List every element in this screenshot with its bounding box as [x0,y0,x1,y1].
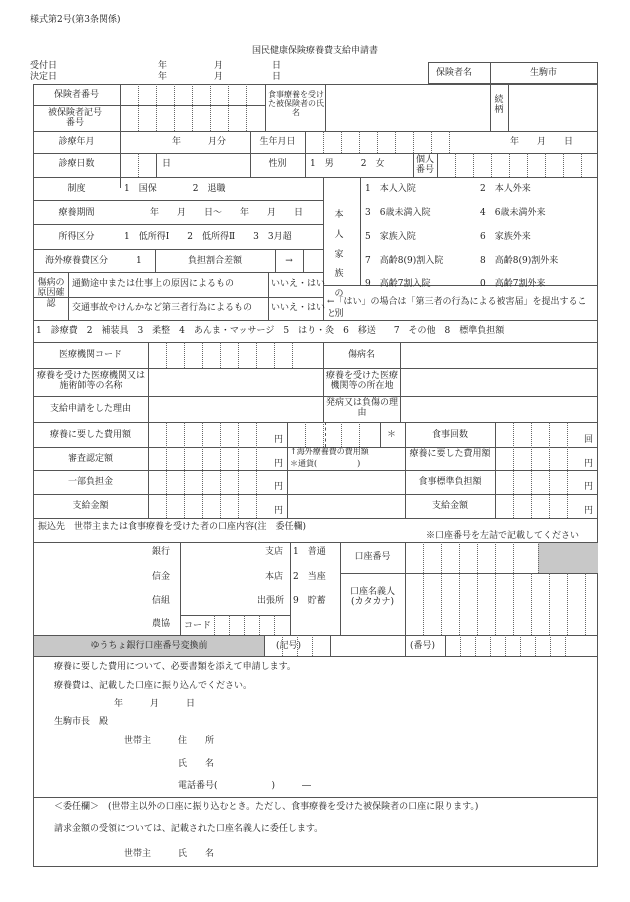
delegation-name-field[interactable] [230,843,590,861]
insurer-name[interactable]: 生駒市 [530,68,558,78]
birth-ymd[interactable]: 年 月 日 [510,137,574,147]
address-label: 住 所 [178,736,215,746]
insured-no-label: 被保険者記号番号 [47,108,102,129]
cause-label: 傷病の原因確認 [37,278,65,309]
relation-label: 続柄 [494,95,504,116]
yen-meal-std: 円 [584,482,594,492]
account-type[interactable]: 9 貯蓄 [293,596,326,606]
address-field[interactable] [230,730,590,748]
account-type[interactable]: 1 普通 [293,547,326,557]
disease-label: 傷病名 [347,350,375,360]
kubun-label: 本人家族の別 [334,210,350,319]
yucho-symbol-label: (記号) [276,641,302,651]
account-no-label: 口座番号 [354,552,391,562]
overseas-label: 海外療養費区分 [44,256,108,266]
declaration-date[interactable]: 年 月 日 [114,699,196,709]
patient-name-label: 食事療養を受けた被保険者の氏名 [268,90,324,118]
payment-label: 支給金額 [72,501,109,511]
institution-code-label: 医療機関コード [58,350,122,360]
branch-type[interactable]: 支店 [265,547,284,557]
income-options[interactable]: 1 低所得Ⅰ 2 低所得Ⅱ 3 3月超 [124,232,292,242]
branch-type[interactable]: 出張所 [257,596,285,606]
kubun-item[interactable]: 7 高齢8(9)割入院 [365,256,444,266]
yes-no-work[interactable]: いいえ・はい [271,279,326,289]
kubun-item[interactable]: 8 高齢8(9)割外来 [480,256,559,266]
arrow-label: → [285,256,293,266]
income-label: 所得区分 [58,232,95,242]
institution-name-label: 療養を受けた医療機関又は施術師等の名称 [36,371,145,392]
account-holder-label: 口座名義人(カタカナ) [349,587,395,608]
day-unit: 日 [162,159,172,169]
cost-label: 療養に要した費用額 [49,430,131,440]
phone-label[interactable]: 電話番号( ) ― [178,781,312,791]
star-mark: ＊ [387,430,397,440]
overseas-note: ↑海外療養費の費用額 [290,447,369,456]
bank-type[interactable]: 農協 [152,619,171,629]
form-number: 様式第2号(第3条関係) [30,15,121,25]
name-field[interactable] [230,753,590,771]
cause-work: 通勤途中または仕事上の原因によるもの [72,279,235,289]
insurance-no-label: 保険者番号 [53,90,99,100]
head-label: 世帯主 [124,736,152,746]
yen-cost: 円 [274,435,284,445]
cause-third-party: 交通事故やけんかなど第三者行為によるもの [72,303,253,313]
gender-options[interactable]: 1 男 2 女 [310,159,385,169]
month-label: 月 [214,72,224,82]
personal-no-label: 個人番号 [415,155,434,176]
yucho-number-label: (番号) [410,641,436,651]
patient-name-field[interactable] [325,84,490,131]
delegation-name-label: 氏 名 [178,849,215,859]
times-unit: 回 [584,435,594,445]
delegation-line: 請求金額の受領については、記載された口座名義人に委任します。 [54,824,324,834]
kubun-item[interactable]: 2 本人外来 [480,184,531,194]
category-options[interactable]: 1 診療費 2 補装具 3 柔整 4 あんま・マッサージ 5 はり・灸 6 移送 7 その他 8 標準負担額 [36,326,505,336]
review-label: 審査認定額 [67,454,113,464]
bank-type[interactable]: 信組 [152,596,171,606]
treatment-year-month[interactable]: 年 月分 [172,137,227,147]
delegation-title: ＜委任欄＞ (世帯主以外の口座に振り込むとき。ただし、食事療養を受けた被保険者の口座に限ります。) [54,802,479,812]
declaration-line2: 療養費は、記載した口座に振り込んでください。 [54,681,253,691]
bank-header: 振込先 世帯主または食事療養を受けた者の口座内容(注 委任欄) [38,522,307,532]
period-value[interactable]: 年 月 日～ 年 月 日 [150,208,304,218]
kubun-item[interactable]: 5 家族入院 [365,232,416,242]
payment2-label: 支給金額 [431,501,468,511]
system-options[interactable]: 1 国保 2 退職 [124,184,226,194]
gender-label: 性別 [268,159,287,169]
birth-label: 生年月日 [259,137,296,147]
third-party-notice: ←「はい」の場合は「第三者の行為による被害届」を提出すること [327,297,587,320]
month-label: 月 [214,61,224,71]
yucho-label: ゆうちょ銀行口座番号変換前 [90,641,208,651]
declaration-line1: 療養に要した費用について、必要書類を添えて申請します。 [54,662,296,672]
overseas-value[interactable]: 1 [136,256,142,266]
period-label: 療養期間 [58,208,95,218]
yen-partial: 円 [274,482,284,492]
left-align-note: ※口座番号を左詰で記載してください [426,531,580,541]
account-type[interactable]: 2 当座 [293,572,326,582]
page-title: 国民健康保険療養費支給申請書 [251,46,378,56]
kubun-item[interactable]: 9 高齢7割入院 [365,279,431,289]
kubun-item[interactable]: 1 本人入院 [365,184,416,194]
bank-type[interactable]: 銀行 [152,547,171,557]
kubun-item[interactable]: 6 家族外来 [480,232,531,242]
yen-review: 円 [274,459,284,469]
kubun-item[interactable]: 4 6歳未満外来 [480,208,546,218]
decision-date-label: 決定日 [30,72,58,82]
reason-label: 支給申請をした理由 [49,404,131,414]
yen-payment2: 円 [584,506,594,516]
day-label: 日 [272,72,282,82]
bank-type[interactable]: 信金 [152,572,171,582]
yen-meal-cost: 円 [584,459,594,469]
currency-note[interactable]: ＊通貨( ) [290,459,361,468]
received-date-label: 受付日 [30,61,58,71]
bank-code-label: コード [184,621,212,631]
delegation-head-label: 世帯主 [124,849,152,859]
yen-payment: 円 [274,506,284,516]
insurer-name-label: 保険者名 [436,68,473,78]
day-label: 日 [272,61,282,71]
branch-type[interactable]: 本店 [265,572,284,582]
system-label: 制度 [67,184,86,194]
meal-cost-label: 療養に要した費用額 [409,449,491,459]
meal-count-label: 食事回数 [431,430,468,440]
copay-diff-label: 負担割合差額 [187,256,242,266]
yes-no-third-party[interactable]: いいえ・はい [271,303,326,313]
treatment-month-label: 診療年月 [58,137,95,147]
meal-std-label: 食事標準負担額 [418,477,482,487]
cause-reason-label: 発病又は負傷の理由 [325,398,398,419]
name-label: 氏 名 [178,759,215,769]
kubun-item[interactable]: 0 高齢7割外来 [480,279,546,289]
year-label: 年 [158,72,168,82]
days-label: 診療日数 [58,159,95,169]
addressee: 生駒市長 殿 [54,717,109,727]
partial-label: 一部負担金 [67,477,113,487]
institution-address-label: 療養を受けた医療機関等の所在地 [325,371,398,392]
year-label: 年 [158,61,168,71]
kubun-item[interactable]: 3 6歳未満入院 [365,208,431,218]
